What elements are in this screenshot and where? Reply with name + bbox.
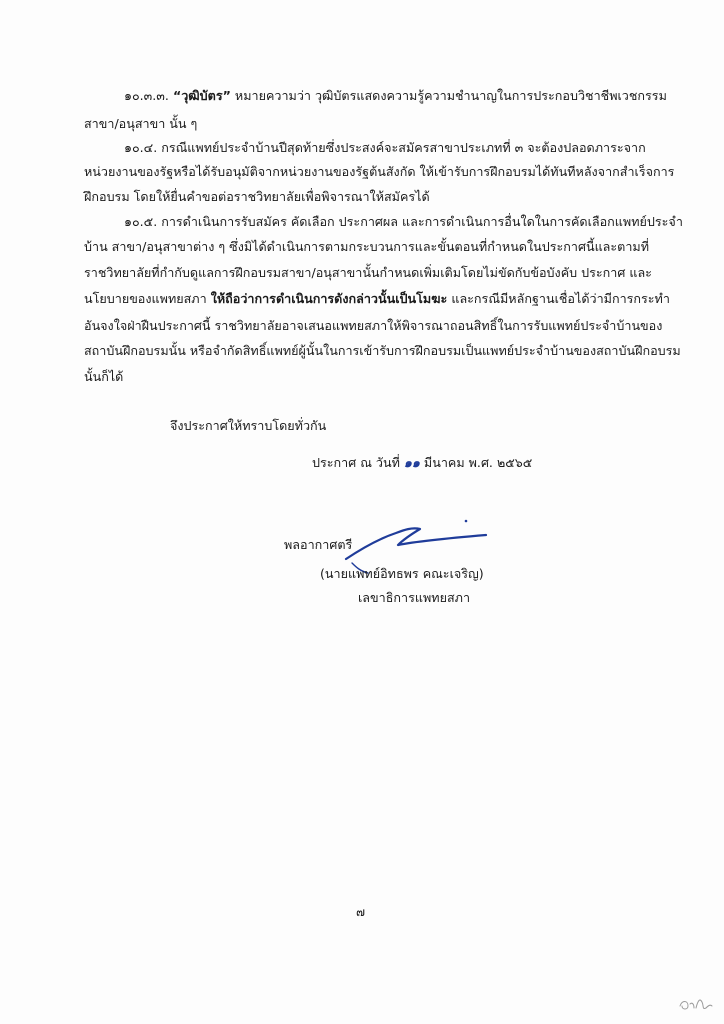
section-number: ๑๐.๓.๓. xyxy=(124,88,169,103)
line-4-bold-text: ให้ถือว่าการดำเนินการดังกล่าวนั้นเป็นโมฆะ xyxy=(210,291,448,306)
section-10-4-line-2: หน่วยงานของรัฐหรือได้รับอนุมัติจากหน่วยงานของรัฐต้นสังกัด ให้เข้ารับการฝึกอบรมได้ทันทีหลังจากสำเร็จการ xyxy=(84,164,675,179)
section-10-5-line-6: สถาบันฝึกอบรมนั้น หรือจำกัดสิทธิ์แพทย์ผู้นั้นในการเข้ารับการฝึกอบรมเป็นแพทย์ประจำบ้านของสถาบันฝึกอบรม xyxy=(84,343,681,358)
line-4-post-text: และกรณีมีหลักฐานเชื่อได้ว่ามีการกระทำ xyxy=(451,291,670,306)
page-number: ๗ xyxy=(356,905,366,919)
handwritten-initials-mark xyxy=(676,992,716,1016)
section-10-5-line-1: ๑๐.๕. การดำเนินการรับสมัคร คัดเลือก ประกาศผล และการดำเนินการอื่นใดในการคัดเลือกแพทย์ประจำ xyxy=(124,214,683,229)
section-10-5-line-2: บ้าน สาขา/อนุสาขาต่าง ๆ ซึ่งมิได้ดำเนินการตามกระบวนการและขั้นตอนที่กำหนดในประกาศนี้และตามที่ xyxy=(84,239,650,254)
signatory-name: (นายแพทย์อิทธพร คณะเจริญ) xyxy=(320,566,484,581)
section-10-3-3-line-2: สาขา/อนุสาขา นั้น ๆ xyxy=(84,116,198,131)
signatory-position: เลขาธิการแพทยสภา xyxy=(358,590,471,605)
section-10-5-line-3: ราชวิทยาลัยที่กำกับดูแลการฝึกอบรมสาขา/อนุสาขานั้นกำหนดเพิ่มเติมโดยไม่ขัดกับข้อบังคับ ประกาศ และ xyxy=(84,265,652,280)
defined-term: “วุฒิบัตร” xyxy=(172,88,231,103)
announcement-date xyxy=(312,455,532,471)
announcement-text: จึงประกาศให้ทราบโดยทั่วกัน xyxy=(170,418,327,433)
line-4-pre-text: นโยบายของแพทยสภา xyxy=(84,291,207,306)
date-day-handwritten: ๑๑ xyxy=(403,455,420,470)
section-10-5-line-4 xyxy=(84,291,670,307)
section-10-5-line-7: นั้นก็ได้ xyxy=(84,369,124,384)
section-10-4-line-3: ฝึกอบรม โดยให้ยื่นคำขอต่อราชวิทยาลัยเพื่อพิจารณาให้สมัครได้ xyxy=(84,189,430,204)
date-month-year: มีนาคม พ.ศ. ๒๕๖๕ xyxy=(423,455,533,470)
definition-text: หมายความว่า วุฒิบัตรแสดงความรู้ความชำนาญในการประกอบวิชาชีพเวชกรรม xyxy=(234,88,667,103)
signatory-rank: พลอากาศตรี xyxy=(284,537,353,552)
date-prefix: ประกาศ ณ วันที่ xyxy=(312,455,400,470)
section-10-4-line-1: ๑๐.๔. กรณีแพทย์ประจำบ้านปีสุดท้ายซึ่งประสงค์จะสมัครสาขาประเภทที่ ๓ จะต้องปลอดภาระจาก xyxy=(124,140,646,155)
section-10-5-line-5: อันจงใจฝ่าฝืนประกาศนี้ ราชวิทยาลัยอาจเสนอแพทยสภาให้พิจารณาถอนสิทธิ์ในการรับแพทย์ประจำบ้านของ xyxy=(84,318,663,333)
section-10-3-3-line-1 xyxy=(124,88,667,104)
